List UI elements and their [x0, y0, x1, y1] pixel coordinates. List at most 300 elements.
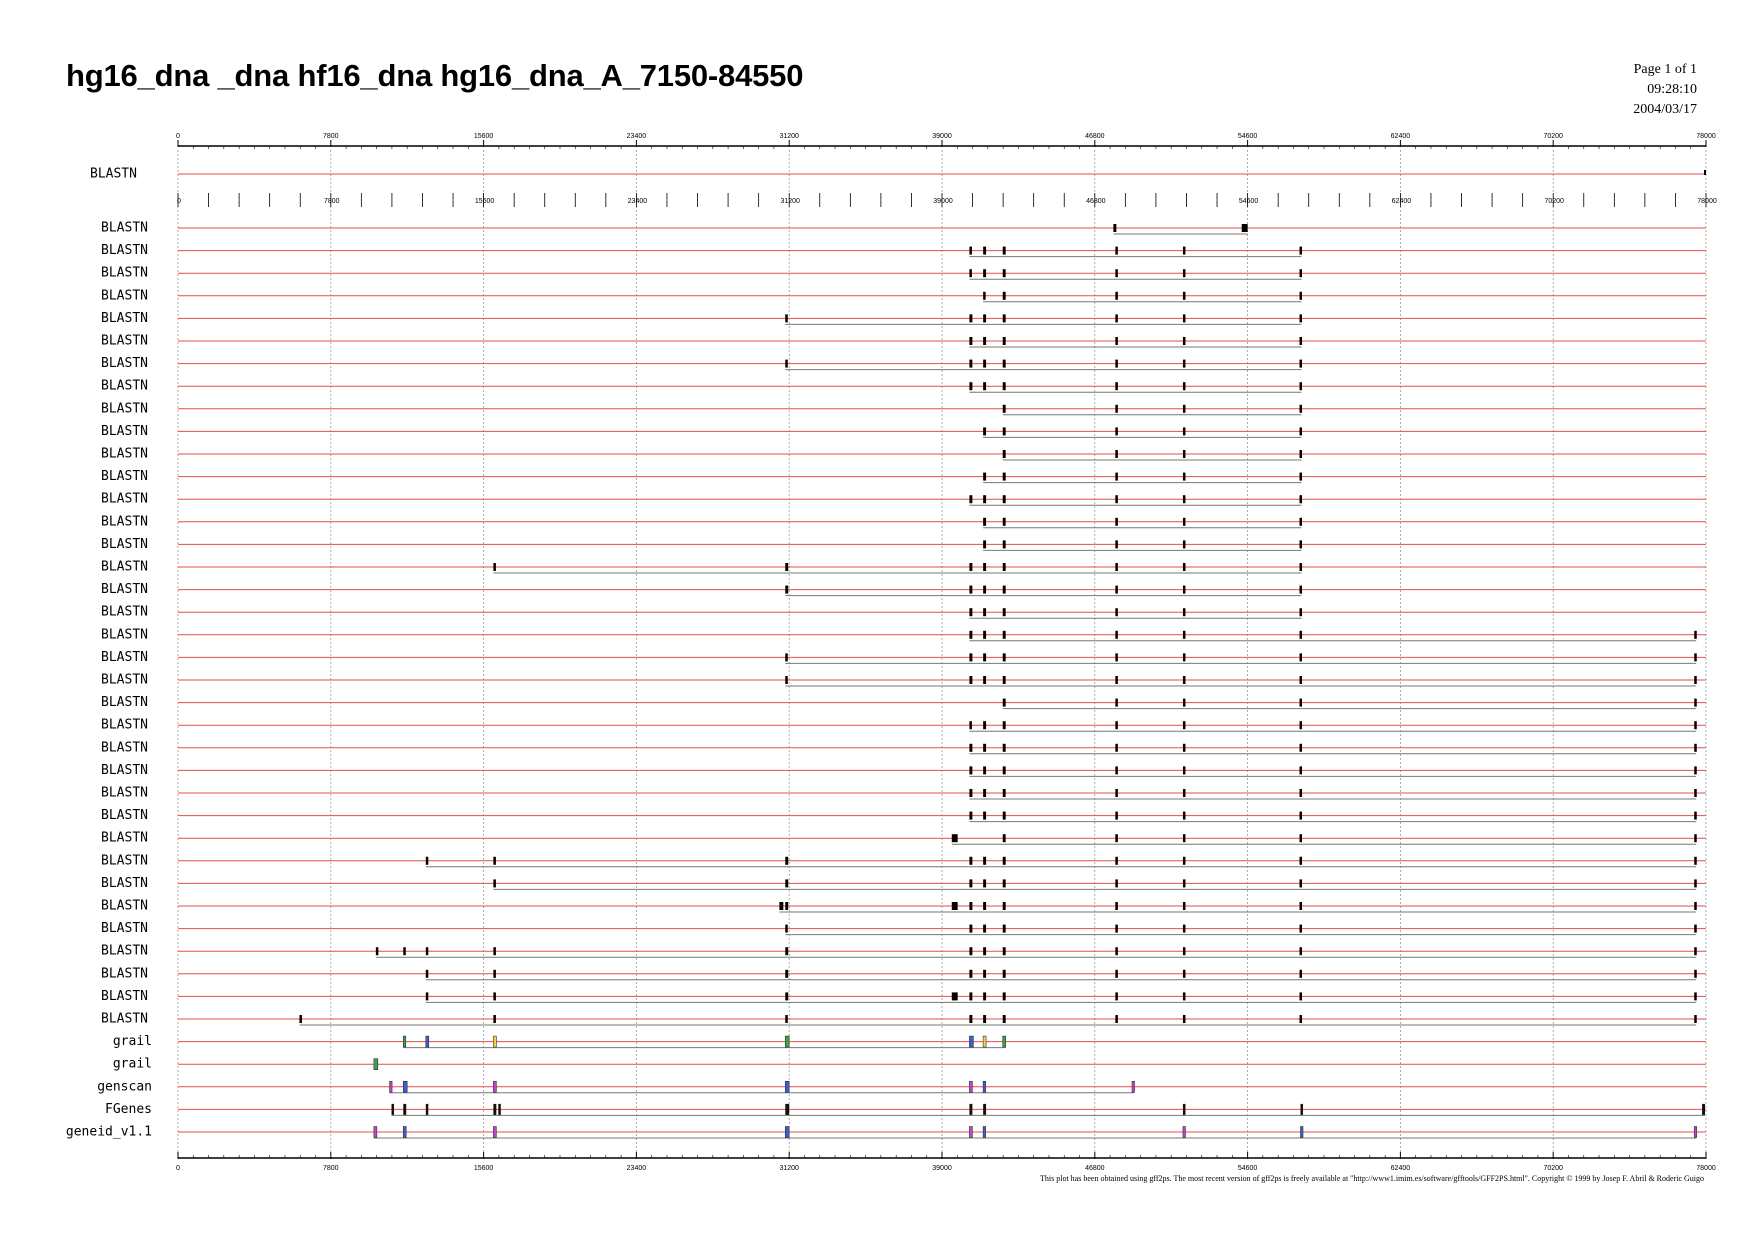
feature-block — [983, 473, 986, 481]
print-time: 09:28:10 — [1647, 82, 1697, 97]
feature-block — [969, 495, 972, 503]
track-label: BLASTN — [101, 378, 148, 394]
feature-block — [1003, 879, 1006, 887]
top-axis-tick-label: 39000 — [932, 133, 952, 140]
feature-block — [952, 902, 958, 910]
track-label: BLASTN — [101, 898, 148, 914]
track-label: genscan — [97, 1079, 152, 1095]
feature-block — [785, 653, 788, 661]
feature-block — [1115, 834, 1118, 842]
feature-block — [1003, 676, 1006, 684]
feature-block — [983, 857, 986, 865]
feature-block — [983, 495, 986, 503]
feature-block — [1694, 631, 1697, 639]
feature-block — [1183, 1104, 1186, 1115]
feature-block — [1300, 721, 1303, 729]
track-label: BLASTN — [101, 333, 148, 349]
feature-block — [785, 992, 788, 1000]
feature-block — [1003, 970, 1006, 978]
bottom-axis-tick-label: 54600 — [1237, 1165, 1258, 1172]
feature-block — [1300, 314, 1303, 322]
feature-block — [969, 947, 972, 955]
feature-block — [1300, 970, 1303, 978]
feature-block — [1183, 653, 1186, 661]
feature-block — [1003, 586, 1006, 594]
top-axis-tick-label: 0 — [176, 133, 180, 140]
feature-block — [983, 269, 986, 277]
feature-block — [1300, 586, 1303, 594]
feature-block — [1115, 382, 1118, 390]
feature-block — [1183, 586, 1186, 594]
feature-block — [426, 970, 429, 978]
feature-block — [779, 902, 783, 910]
feature-block — [785, 586, 788, 594]
feature-block — [1300, 427, 1303, 435]
top-axis-tick-label: 23400 — [626, 133, 647, 140]
feature-block — [1003, 789, 1006, 797]
feature-block — [1694, 812, 1697, 820]
feature-block — [969, 970, 972, 978]
feature-block — [785, 925, 788, 933]
feature-block — [426, 857, 429, 865]
feature-block — [1115, 563, 1118, 571]
feature-block — [1003, 721, 1006, 729]
ruler2-tick-label: 46800 — [1086, 198, 1106, 205]
feature-block — [392, 1104, 395, 1115]
feature-block — [983, 337, 986, 345]
feature-block — [1183, 744, 1186, 752]
feature-block — [1115, 608, 1118, 616]
feature-block — [1183, 857, 1186, 865]
track-label: BLASTN — [101, 220, 148, 236]
feature-block — [785, 1104, 789, 1115]
feature-block — [1115, 247, 1118, 255]
bottom-axis-tick-label: 15600 — [473, 1165, 494, 1172]
feature-block — [1183, 518, 1186, 526]
bottom-axis-tick-label: 70200 — [1543, 1165, 1563, 1172]
feature-block — [969, 992, 972, 1000]
feature-block — [969, 789, 972, 797]
bottom-axis-tick-label: 23400 — [626, 1165, 647, 1172]
feature-block — [1300, 337, 1303, 345]
feature-block — [1300, 269, 1303, 277]
feature-block — [493, 992, 496, 1000]
feature-block — [1300, 1127, 1303, 1138]
feature-block — [1003, 812, 1006, 820]
track-label: BLASTN — [101, 808, 148, 824]
top-axis-tick-label: 70200 — [1543, 133, 1563, 140]
track-label: BLASTN — [101, 717, 148, 733]
feature-block — [983, 518, 986, 526]
feature-block — [1300, 247, 1303, 255]
bottom-axis-tick-label: 46800 — [1085, 1165, 1105, 1172]
feature-block — [1003, 992, 1006, 1000]
ruler2-tick-label: 62400 — [1391, 198, 1412, 205]
feature-block — [969, 269, 972, 277]
feature-block — [1115, 427, 1118, 435]
feature-block — [983, 653, 986, 661]
feature-block — [1242, 224, 1248, 232]
feature-block — [493, 1015, 496, 1023]
feature-block — [1003, 337, 1006, 345]
feature-block — [1132, 1081, 1135, 1092]
feature-block — [1003, 699, 1006, 707]
feature-block — [969, 631, 972, 639]
feature-block — [969, 1104, 972, 1115]
feature-block — [1694, 834, 1697, 842]
track-label: BLASTN — [101, 243, 148, 259]
feature-block — [785, 1081, 789, 1092]
feature-block — [1694, 789, 1697, 797]
feature-block — [983, 608, 986, 616]
feature-block — [1300, 925, 1303, 933]
feature-block — [983, 540, 986, 548]
feature-block — [983, 292, 986, 300]
ruler2-tick-label: 15600 — [474, 198, 495, 205]
feature-block — [1115, 699, 1118, 707]
feature-block — [1115, 450, 1118, 458]
feature-block — [493, 970, 496, 978]
feature-block — [983, 1015, 986, 1023]
feature-block — [1300, 992, 1303, 1000]
feature-block — [1300, 1104, 1303, 1115]
track-label: BLASTN — [101, 875, 148, 891]
feature-block — [969, 1036, 973, 1047]
track-label: BLASTN — [101, 604, 148, 620]
feature-block — [1003, 857, 1006, 865]
bottom-axis-tick-label: 62400 — [1390, 1165, 1411, 1172]
feature-block — [983, 879, 986, 887]
feature-block — [1003, 834, 1006, 842]
feature-block — [983, 812, 986, 820]
track-label: BLASTN — [101, 423, 148, 439]
feature-block — [493, 879, 496, 887]
feature-block — [969, 653, 972, 661]
track-label: grail — [112, 1034, 152, 1050]
feature-block — [983, 1104, 986, 1115]
feature-block — [1183, 540, 1186, 548]
track-label: geneid_v1.1 — [65, 1124, 152, 1140]
feature-block — [1003, 902, 1006, 910]
feature-block — [1183, 450, 1186, 458]
feature-block — [969, 902, 972, 910]
feature-block — [969, 812, 972, 820]
feature-block — [1694, 676, 1697, 684]
feature-block — [1694, 925, 1697, 933]
feature-block — [1183, 427, 1186, 435]
track-label: BLASTN — [101, 1011, 148, 1027]
feature-block — [299, 1015, 302, 1023]
ruler2-tick-label: 39000 — [933, 198, 953, 205]
feature-block — [1183, 269, 1186, 277]
feature-block — [969, 744, 972, 752]
feature-block — [983, 992, 986, 1000]
top-axis-tick-label: 78000 — [1696, 133, 1716, 140]
feature-block — [1003, 473, 1006, 481]
feature-block — [1300, 360, 1303, 368]
feature-block — [969, 925, 972, 933]
feature-block — [785, 676, 788, 684]
feature-block — [1115, 789, 1118, 797]
track-label: BLASTN — [101, 943, 148, 959]
top-axis-tick-label: 7800 — [323, 133, 339, 140]
feature-block — [1300, 608, 1303, 616]
ruler2-tick-label: 54600 — [1238, 198, 1259, 205]
feature-block — [785, 563, 788, 571]
feature-block — [983, 766, 986, 774]
feature-block — [785, 947, 788, 955]
feature-block — [785, 1015, 788, 1023]
feature-block — [403, 1036, 406, 1047]
top-axis-tick-label: 54600 — [1237, 133, 1258, 140]
track-label: FGenes — [105, 1101, 152, 1117]
print-date: 2004/03/17 — [1633, 102, 1697, 117]
bottom-axis-tick-label: 31200 — [779, 1165, 799, 1172]
feature-block — [1300, 744, 1303, 752]
feature-block — [426, 1104, 429, 1115]
feature-block — [493, 1127, 496, 1138]
feature-block — [1003, 269, 1006, 277]
page-title: hg16_dna _dna hf16_dna hg16_dna_A_7150-84550 — [66, 58, 804, 93]
feature-block — [1300, 450, 1303, 458]
feature-block — [493, 1081, 496, 1092]
feature-block — [1183, 992, 1186, 1000]
feature-block — [1003, 427, 1006, 435]
feature-block — [969, 314, 972, 322]
feature-block — [426, 947, 429, 955]
feature-block — [1115, 518, 1118, 526]
ruler2-tick-label: 0 — [177, 198, 181, 205]
feature-block — [1115, 405, 1118, 413]
feature-block — [785, 1127, 789, 1138]
feature-block — [1183, 925, 1186, 933]
track-label: BLASTN — [101, 288, 148, 304]
track-label: BLASTN — [101, 491, 148, 507]
feature-block — [1300, 1015, 1303, 1023]
feature-block — [426, 992, 429, 1000]
track-label: BLASTN — [101, 446, 148, 462]
feature-block — [403, 1104, 406, 1115]
feature-block — [1115, 473, 1118, 481]
feature-block — [1183, 405, 1186, 413]
feature-block — [983, 676, 986, 684]
bottom-axis-tick-label: 39000 — [932, 1165, 952, 1172]
feature-block — [1694, 744, 1697, 752]
feature-block — [1003, 360, 1006, 368]
feature-block — [785, 970, 788, 978]
feature-block — [969, 563, 972, 571]
feature-block — [1115, 947, 1118, 955]
feature-block — [785, 902, 788, 910]
feature-block — [1183, 608, 1186, 616]
ruler2-tick-label: 70200 — [1544, 198, 1564, 205]
track-label: BLASTN — [101, 627, 148, 643]
feature-block — [1115, 744, 1118, 752]
feature-block — [1113, 224, 1116, 232]
feature-block — [969, 676, 972, 684]
feature-block — [983, 744, 986, 752]
feature-block — [1300, 676, 1303, 684]
feature-block — [1183, 970, 1186, 978]
feature-block — [969, 1127, 972, 1138]
feature-block — [1183, 676, 1186, 684]
track-label: BLASTN — [101, 853, 148, 869]
track-label: BLASTN — [101, 356, 148, 372]
track-label: BLASTN — [101, 514, 148, 530]
track-label: BLASTN — [101, 559, 148, 575]
feature-block — [969, 857, 972, 865]
feature-block — [1300, 382, 1303, 390]
feature-block — [1115, 857, 1118, 865]
feature-block — [1115, 292, 1118, 300]
feature-block — [969, 586, 972, 594]
feature-block — [1183, 382, 1186, 390]
feature-block — [1003, 450, 1006, 458]
feature-block — [983, 902, 986, 910]
feature-block — [1183, 473, 1186, 481]
feature-block — [785, 857, 788, 865]
track-label: BLASTN — [101, 785, 148, 801]
feature-block — [1694, 970, 1697, 978]
feature-block — [952, 834, 958, 842]
feature-block — [1003, 744, 1006, 752]
track-label: BLASTN — [101, 401, 148, 417]
feature-block — [1183, 1015, 1186, 1023]
feature-block — [374, 1059, 378, 1070]
feature-block — [969, 721, 972, 729]
feature-block — [1694, 721, 1697, 729]
feature-block — [785, 314, 788, 322]
feature-block — [1300, 653, 1303, 661]
feature-block — [1115, 992, 1118, 1000]
feature-block — [1003, 925, 1006, 933]
feature-block — [969, 360, 972, 368]
feature-block — [1115, 360, 1118, 368]
feature-block — [493, 1036, 496, 1047]
feature-block — [983, 947, 986, 955]
feature-block — [1183, 721, 1186, 729]
feature-block — [983, 360, 986, 368]
feature-block — [983, 382, 986, 390]
feature-block — [1300, 789, 1303, 797]
feature-block — [1183, 947, 1186, 955]
feature-block — [1300, 405, 1303, 413]
feature-block — [1183, 789, 1186, 797]
feature-block — [952, 992, 958, 1000]
feature-block — [1115, 337, 1118, 345]
feature-block — [1115, 631, 1118, 639]
feature-block — [1300, 947, 1303, 955]
feature-block — [1183, 563, 1186, 571]
feature-block — [1003, 631, 1006, 639]
track-label: grail — [112, 1056, 152, 1072]
feature-block — [1115, 495, 1118, 503]
feature-block — [1115, 1015, 1118, 1023]
feature-block — [1003, 292, 1006, 300]
feature-block — [1183, 314, 1186, 322]
feature-block — [1300, 812, 1303, 820]
feature-block — [1003, 947, 1006, 955]
feature-block — [1003, 382, 1006, 390]
feature-block — [983, 247, 986, 255]
feature-block — [969, 337, 972, 345]
feature-block — [1115, 653, 1118, 661]
feature-block — [1300, 292, 1303, 300]
feature-block — [1183, 879, 1186, 887]
feature-block — [1183, 495, 1186, 503]
feature-block — [1694, 1127, 1697, 1138]
feature-block — [785, 1036, 789, 1047]
track-label: BLASTN — [101, 469, 148, 485]
track-label: BLASTN — [101, 830, 148, 846]
feature-block — [1694, 653, 1697, 661]
feature-block — [1694, 857, 1697, 865]
feature-block — [1003, 540, 1006, 548]
feature-block — [493, 563, 496, 571]
feature-block — [493, 857, 496, 865]
track-label: BLASTN — [101, 921, 148, 937]
feature-block — [1694, 992, 1697, 1000]
track-label: BLASTN — [101, 265, 148, 281]
top-axis-tick-label: 15600 — [473, 133, 494, 140]
feature-block — [983, 1127, 986, 1138]
feature-block — [1183, 292, 1186, 300]
feature-block — [1300, 766, 1303, 774]
feature-block — [376, 947, 379, 955]
bottom-axis-tick-label: 78000 — [1696, 1165, 1716, 1172]
feature-block — [1003, 653, 1006, 661]
feature-block — [1003, 314, 1006, 322]
feature-block — [983, 925, 986, 933]
feature-block — [1183, 902, 1186, 910]
page-number: Page 1 of 1 — [1633, 62, 1697, 77]
feature-block — [983, 1081, 986, 1092]
feature-block — [1003, 518, 1006, 526]
track-label: BLASTN — [101, 582, 148, 598]
feature-block — [1300, 563, 1303, 571]
track-label: BLASTN — [101, 740, 148, 756]
feature-block — [983, 586, 986, 594]
track-label: BLASTN — [101, 310, 148, 326]
feature-block — [1300, 902, 1303, 910]
footer-credit: This plot has been obtained using gff2ps. The most recent version of gff2ps is freely available at "http://www1.imim.es/software/gfftools/GFF2PS.html". Copyright © 1999 by Josep F. Abril & Roderic Guigo — [1040, 1174, 1704, 1183]
track-label: BLASTN — [101, 695, 148, 711]
feature-block — [1115, 721, 1118, 729]
feature-block — [1115, 269, 1118, 277]
feature-block — [969, 247, 972, 255]
feature-block — [498, 1104, 501, 1115]
feature-block — [1694, 766, 1697, 774]
feature-block — [1300, 518, 1303, 526]
feature-block — [1694, 1015, 1697, 1023]
top-axis-tick-label: 46800 — [1085, 133, 1105, 140]
feature-block — [1183, 337, 1186, 345]
ruler2-tick-label: 7800 — [324, 198, 340, 205]
feature-block — [983, 970, 986, 978]
track-label: BLASTN — [101, 988, 148, 1004]
feature-block — [969, 382, 972, 390]
bottom-axis-tick-label: 0 — [176, 1165, 180, 1172]
feature-block — [1183, 699, 1186, 707]
feature-block — [1694, 902, 1697, 910]
feature-block — [1694, 879, 1697, 887]
feature-block — [1300, 834, 1303, 842]
feature-block — [969, 766, 972, 774]
feature-block — [983, 563, 986, 571]
feature-block — [1300, 473, 1303, 481]
feature-block — [1115, 925, 1118, 933]
feature-block — [1183, 812, 1186, 820]
